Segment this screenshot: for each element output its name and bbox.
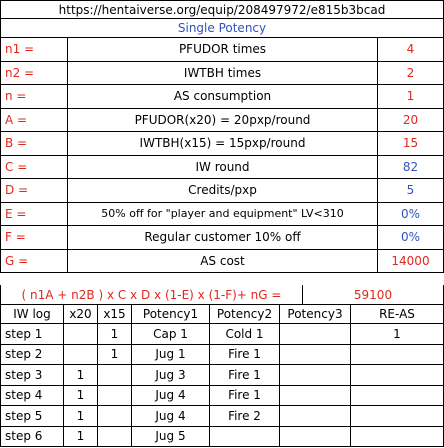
variable-description[interactable]: 50% off for "player and equipment" LV<310 bbox=[68, 203, 378, 227]
formula-result[interactable]: 59100 bbox=[303, 285, 444, 305]
log-cell[interactable]: 1 bbox=[98, 324, 132, 345]
log-cell[interactable] bbox=[210, 427, 280, 448]
variable-value[interactable]: 82 bbox=[378, 156, 444, 180]
variable-description[interactable]: AS consumption bbox=[68, 85, 378, 109]
log-cell[interactable] bbox=[98, 386, 132, 407]
log-cell[interactable] bbox=[64, 324, 98, 345]
variable-description[interactable]: IWTBH times bbox=[68, 62, 378, 86]
log-cell[interactable]: Jug 1 bbox=[132, 345, 210, 366]
log-header-row bbox=[0, 305, 444, 324]
log-cell[interactable] bbox=[351, 427, 444, 448]
log-row bbox=[0, 406, 444, 427]
log-cell[interactable] bbox=[351, 365, 444, 386]
variable-description[interactable]: PFUDOR times bbox=[68, 38, 378, 62]
log-cell[interactable]: Jug 5 bbox=[132, 427, 210, 448]
variable-description[interactable]: PFUDOR(x20) = 20pxp/round bbox=[68, 109, 378, 133]
variable-label[interactable]: A = bbox=[0, 109, 68, 133]
variable-row bbox=[0, 38, 444, 62]
log-cell[interactable] bbox=[280, 324, 351, 345]
variable-label[interactable]: E = bbox=[0, 203, 68, 227]
log-cell[interactable] bbox=[280, 406, 351, 427]
log-cell[interactable]: Fire 1 bbox=[210, 365, 280, 386]
log-row bbox=[0, 386, 444, 407]
log-cell[interactable]: Jug 3 bbox=[132, 365, 210, 386]
log-cell[interactable]: Jug 4 bbox=[132, 406, 210, 427]
log-header-cell: x20 bbox=[64, 305, 98, 324]
log-row bbox=[0, 427, 444, 448]
log-cell[interactable] bbox=[98, 365, 132, 386]
variable-row bbox=[0, 109, 444, 133]
log-header-cell: x15 bbox=[98, 305, 132, 324]
subtitle-row bbox=[0, 19, 444, 38]
variable-row bbox=[0, 250, 444, 274]
variable-row bbox=[0, 226, 444, 250]
variable-value[interactable]: 2 bbox=[378, 62, 444, 86]
variable-label[interactable]: G = bbox=[0, 250, 68, 274]
log-cell[interactable]: Jug 4 bbox=[132, 386, 210, 407]
log-cell[interactable] bbox=[280, 345, 351, 366]
variable-label[interactable]: B = bbox=[0, 132, 68, 156]
variable-value[interactable]: 0% bbox=[378, 226, 444, 250]
variable-value[interactable]: 4 bbox=[378, 38, 444, 62]
formula-row bbox=[0, 285, 444, 305]
log-cell[interactable]: 1 bbox=[351, 324, 444, 345]
variable-description[interactable]: IWTBH(x15) = 15pxp/round bbox=[68, 132, 378, 156]
variable-value[interactable]: 5 bbox=[378, 179, 444, 203]
log-cell[interactable]: 1 bbox=[64, 406, 98, 427]
variable-value[interactable]: 1 bbox=[378, 85, 444, 109]
variable-description[interactable]: IW round bbox=[68, 156, 378, 180]
log-cell[interactable]: step 5 bbox=[0, 406, 64, 427]
log-row bbox=[0, 345, 444, 366]
variable-row bbox=[0, 156, 444, 180]
equip-url[interactable]: https://hentaiverse.org/equip/208497972/e815b3bcad bbox=[0, 0, 444, 19]
log-cell[interactable]: Fire 1 bbox=[210, 386, 280, 407]
variable-value[interactable]: 15 bbox=[378, 132, 444, 156]
log-header-cell: Potency1 bbox=[132, 305, 210, 324]
variable-row bbox=[0, 85, 444, 109]
variable-description[interactable]: Regular customer 10% off bbox=[68, 226, 378, 250]
log-header-cell: Potency3 bbox=[280, 305, 351, 324]
log-cell[interactable]: step 4 bbox=[0, 386, 64, 407]
log-header-cell: Potency2 bbox=[210, 305, 280, 324]
variable-description[interactable]: Credits/pxp bbox=[68, 179, 378, 203]
variable-value[interactable]: 0% bbox=[378, 203, 444, 227]
log-cell[interactable]: 1 bbox=[64, 386, 98, 407]
variable-description[interactable]: AS cost bbox=[68, 250, 378, 274]
log-row bbox=[0, 324, 444, 345]
log-cell[interactable] bbox=[280, 365, 351, 386]
log-cell[interactable] bbox=[280, 386, 351, 407]
variable-label[interactable]: n = bbox=[0, 85, 68, 109]
log-cell[interactable]: 1 bbox=[64, 427, 98, 448]
log-cell[interactable]: Fire 2 bbox=[210, 406, 280, 427]
log-cell[interactable]: step 2 bbox=[0, 345, 64, 366]
log-cell[interactable]: Cold 1 bbox=[210, 324, 280, 345]
log-cell[interactable]: 1 bbox=[98, 345, 132, 366]
log-cell[interactable] bbox=[64, 345, 98, 366]
variable-row bbox=[0, 62, 444, 86]
variable-label[interactable]: n1 = bbox=[0, 38, 68, 62]
variable-value[interactable]: 20 bbox=[378, 109, 444, 133]
log-header-cell: RE-AS bbox=[351, 305, 444, 324]
url-row bbox=[0, 0, 444, 19]
log-cell[interactable] bbox=[98, 406, 132, 427]
formula-text: ( n1A + n2B ) x C x D x (1-E) x (1-F)+ nG = bbox=[0, 285, 303, 305]
log-cell[interactable] bbox=[280, 427, 351, 448]
log-cell[interactable] bbox=[351, 386, 444, 407]
log-cell[interactable]: step 3 bbox=[0, 365, 64, 386]
log-cell[interactable] bbox=[351, 345, 444, 366]
subtitle: Single Potency bbox=[0, 19, 444, 38]
variable-label[interactable]: D = bbox=[0, 179, 68, 203]
variable-row bbox=[0, 132, 444, 156]
variable-label[interactable]: n2 = bbox=[0, 62, 68, 86]
variable-label[interactable]: C = bbox=[0, 156, 68, 180]
log-header-cell: IW log bbox=[0, 305, 64, 324]
log-row bbox=[0, 365, 444, 386]
variable-row bbox=[0, 179, 444, 203]
log-cell[interactable]: step 6 bbox=[0, 427, 64, 448]
variable-row bbox=[0, 203, 444, 227]
log-cell[interactable]: step 1 bbox=[0, 324, 64, 345]
log-cell[interactable]: Cap 1 bbox=[132, 324, 210, 345]
variable-value[interactable]: 14000 bbox=[378, 250, 444, 274]
variable-label[interactable]: F = bbox=[0, 226, 68, 250]
log-cell[interactable] bbox=[98, 427, 132, 448]
log-cell[interactable]: Fire 1 bbox=[210, 345, 280, 366]
log-cell[interactable] bbox=[351, 406, 444, 427]
log-cell[interactable]: 1 bbox=[64, 365, 98, 386]
